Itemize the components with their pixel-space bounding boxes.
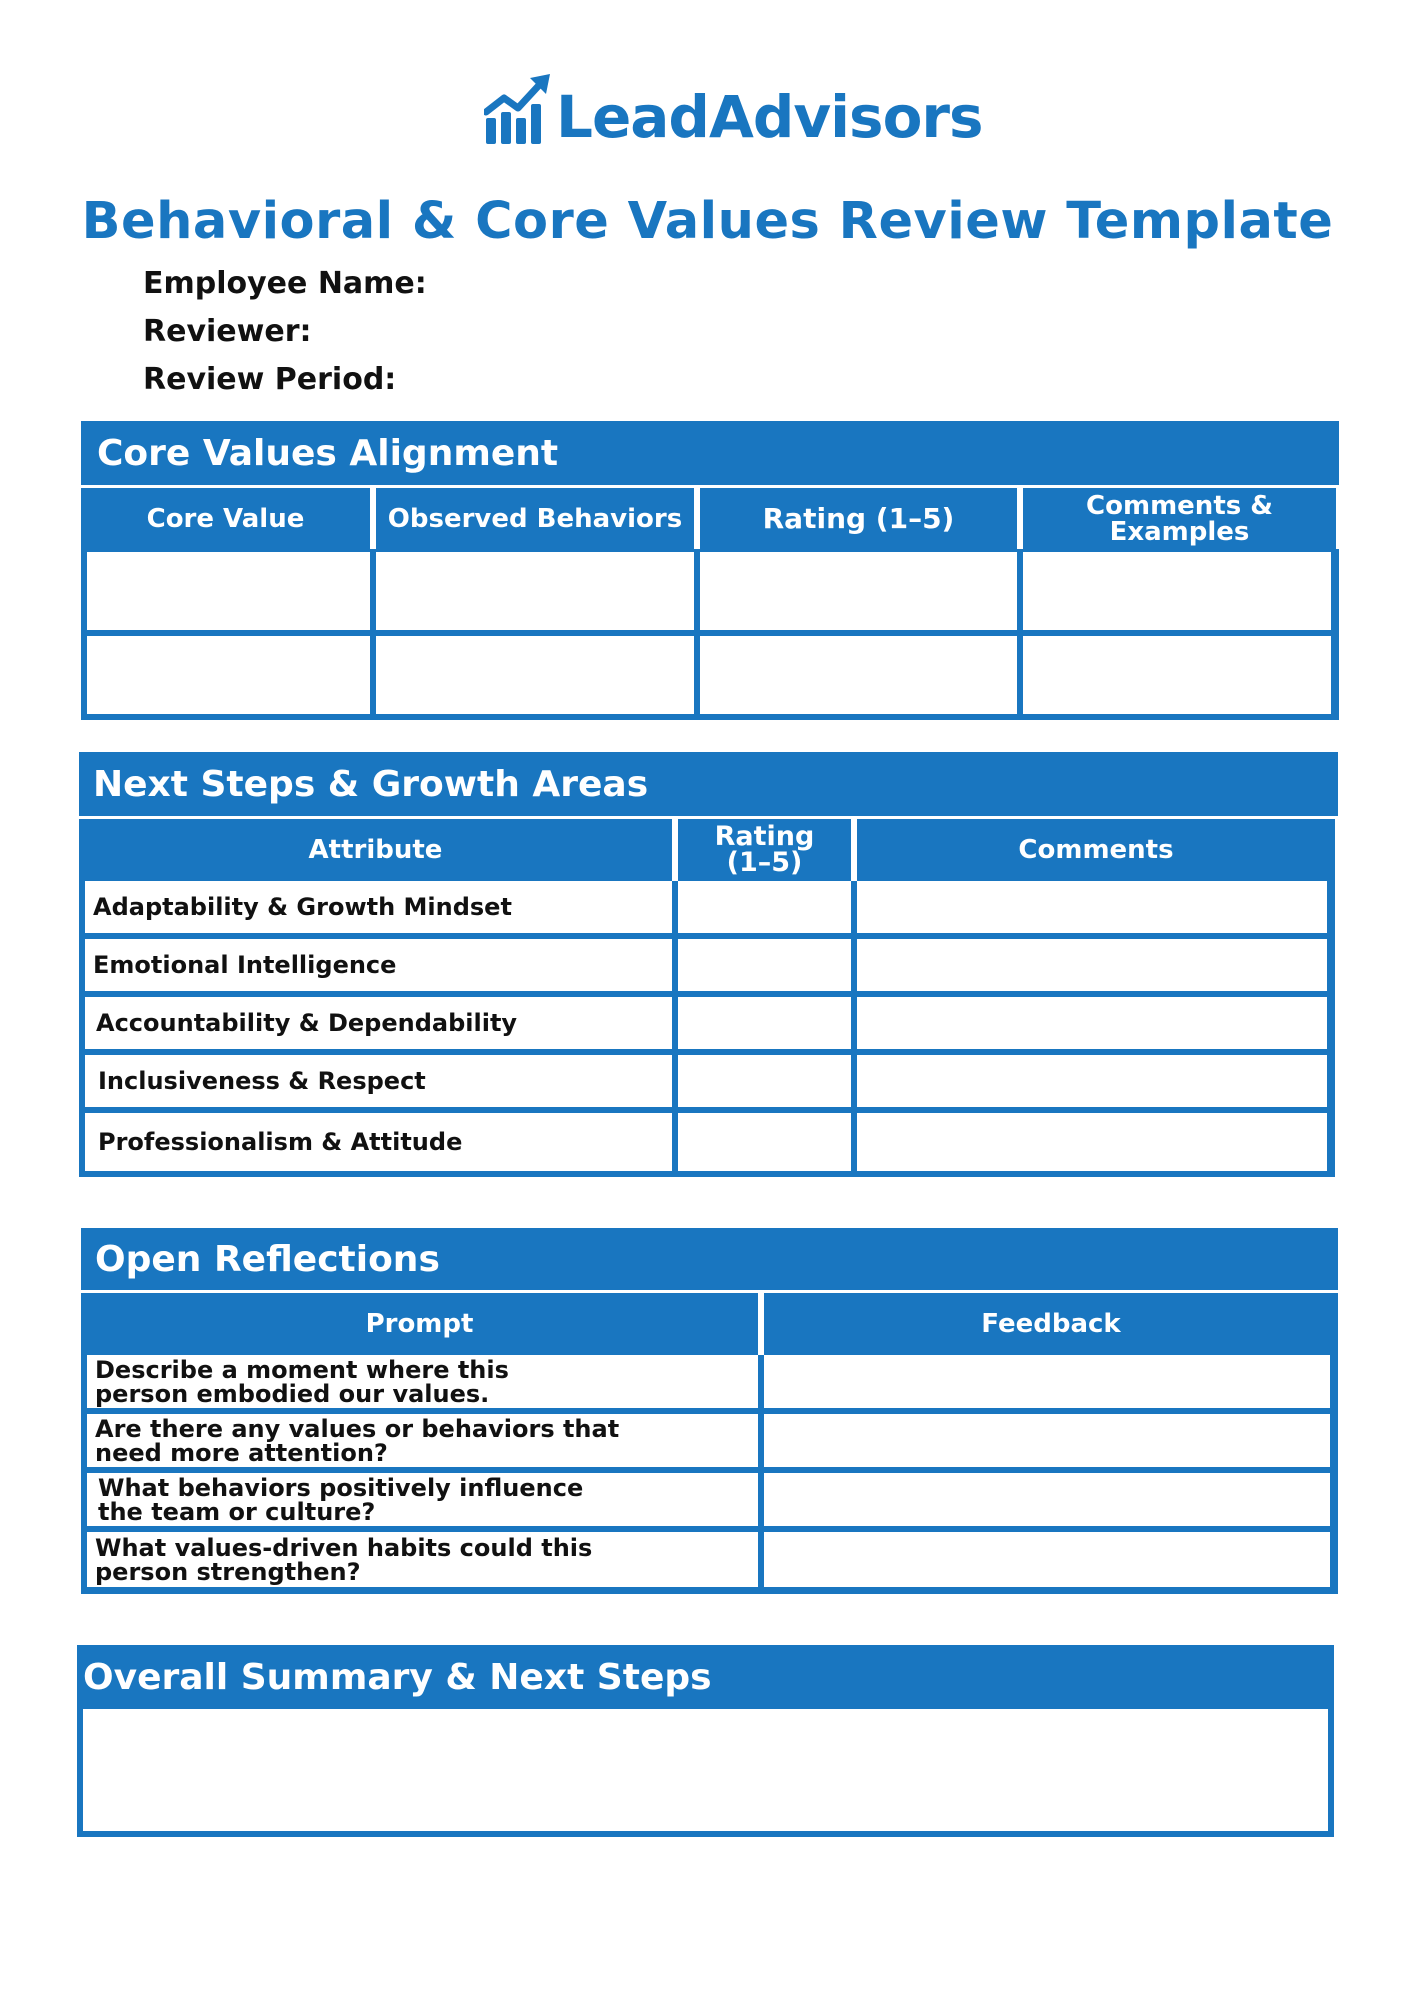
attribute-label: Professionalism & Attitude <box>85 1113 672 1171</box>
feedback-cell[interactable] <box>764 1355 1330 1408</box>
column-header-comments: Comments <box>854 819 1335 881</box>
rating-cell[interactable] <box>678 881 851 933</box>
core-values-heading: Core Values Alignment <box>81 421 1339 485</box>
column-header-rating: Rating (1–5) <box>675 819 854 881</box>
rating-cell[interactable] <box>678 1055 851 1107</box>
bar-chart-arrow-icon <box>484 68 554 148</box>
next-steps-heading: Next Steps & Growth Areas <box>79 752 1338 816</box>
reflections-table <box>81 1293 1338 1594</box>
observed-behaviors-cell[interactable] <box>376 636 694 714</box>
reflections-heading: Open Reflections <box>81 1228 1338 1290</box>
column-header-attribute: Attribute <box>79 819 675 881</box>
comments-cell[interactable] <box>1023 636 1331 714</box>
growth-areas-table <box>79 819 1335 1177</box>
feedback-cell[interactable] <box>764 1414 1330 1467</box>
observed-behaviors-cell[interactable] <box>376 552 694 630</box>
rating-cell[interactable] <box>678 1113 851 1171</box>
column-header-rating: Rating (1–5) <box>697 488 1020 549</box>
prompt-label: Describe a moment where this person embodied our values. <box>87 1355 758 1408</box>
core-values-table <box>81 488 1339 720</box>
reviewer-label: Reviewer: <box>143 314 312 349</box>
comments-cell[interactable] <box>857 1055 1327 1107</box>
core-value-cell[interactable] <box>87 636 370 714</box>
rating-cell[interactable] <box>700 636 1017 714</box>
column-header-prompt: Prompt <box>81 1293 761 1355</box>
rating-cell[interactable] <box>678 939 851 991</box>
prompt-label: Are there any values or behaviors that need more attention? <box>87 1414 758 1467</box>
attribute-label: Adaptability & Growth Mindset <box>85 881 672 933</box>
attribute-label: Inclusiveness & Respect <box>85 1055 672 1107</box>
comments-cell[interactable] <box>1023 552 1331 630</box>
feedback-cell[interactable] <box>764 1532 1330 1587</box>
column-header-observed-behaviors: Observed Behaviors <box>373 488 697 549</box>
column-header-core-value: Core Value <box>81 488 373 549</box>
brand-name: LeadAdvisors <box>556 83 983 151</box>
prompt-label: What behaviors positively influence the team or culture? <box>87 1473 758 1526</box>
comments-cell[interactable] <box>857 1113 1327 1171</box>
review-period-label: Review Period: <box>143 362 397 397</box>
column-header-comments-examples: Comments & Examples <box>1020 488 1339 549</box>
prompt-label: What values-driven habits could this person strengthen? <box>87 1532 758 1587</box>
brand-logo <box>484 62 983 151</box>
attribute-label: Accountability & Dependability <box>85 997 672 1049</box>
attribute-label: Emotional Intelligence <box>85 939 672 991</box>
page-title: Behavioral & Core Values Review Template <box>81 192 1334 251</box>
summary-heading: Overall Summary & Next Steps <box>77 1645 1334 1709</box>
feedback-cell[interactable] <box>764 1473 1330 1526</box>
rating-cell[interactable] <box>700 552 1017 630</box>
comments-cell[interactable] <box>857 997 1327 1049</box>
employee-name-label: Employee Name: <box>143 266 427 301</box>
comments-cell[interactable] <box>857 939 1327 991</box>
summary-text-area[interactable] <box>83 1709 1328 1831</box>
column-header-feedback: Feedback <box>761 1293 1338 1355</box>
comments-cell[interactable] <box>857 881 1327 933</box>
rating-cell[interactable] <box>678 997 851 1049</box>
core-value-cell[interactable] <box>87 552 370 630</box>
